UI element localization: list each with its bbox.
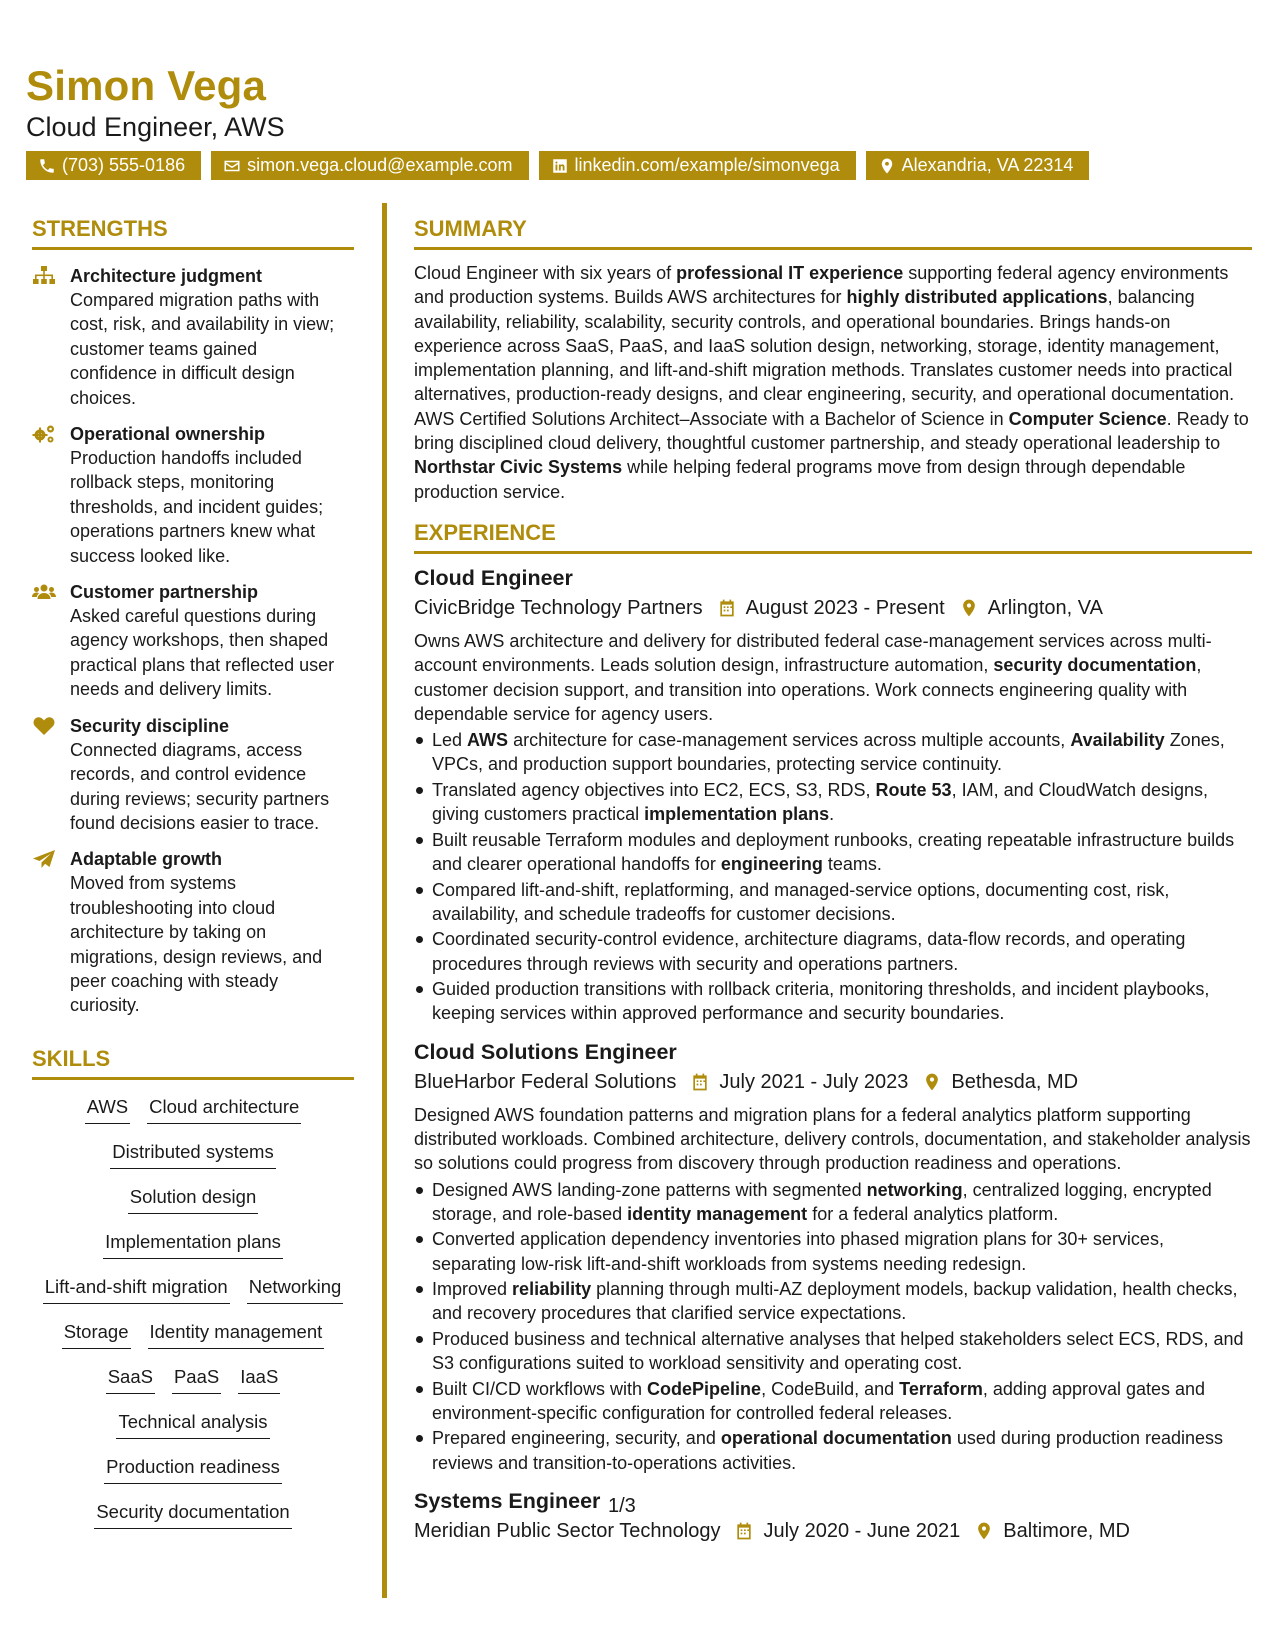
strength-description: Moved from systems troubleshooting into cloud architecture by taking on migrations, design reviews, and peer coaching with steady curiosity.	[70, 873, 323, 1016]
job-meta	[414, 593, 1252, 623]
skill-tag: AWS	[85, 1092, 130, 1124]
job-bullet: Compared lift-and-shift, replatforming, and managed-service options, documenting cost, risk, availability, and schedule tradeoffs for customer decisions.	[414, 878, 1252, 927]
job-bullet: Converted application dependency inventories into phased migration plans for 30+ services, separating low-risk lift-and-shift workloads from systems needing redesign.	[414, 1227, 1252, 1276]
experience-heading: EXPERIENCE	[414, 520, 1252, 554]
job-meta	[414, 1516, 1252, 1546]
job-dates: August 2023 - Present	[745, 596, 945, 619]
skill-tag: Technical analysis	[116, 1407, 269, 1439]
job-company: BlueHarbor Federal Solutions	[414, 1070, 677, 1093]
job-bullet: Guided production transitions with rollback criteria, monitoring thresholds, and incident playbooks, keeping services within approved performance and security boundaries.	[414, 977, 1252, 1026]
strength-item	[32, 580, 354, 702]
gears-icon	[32, 424, 56, 444]
skill-tag: Implementation plans	[103, 1227, 283, 1259]
map-pin-icon	[922, 1072, 942, 1092]
map-pin-icon	[959, 598, 979, 618]
job-bullet: Led AWS architecture for case-management services across multiple accounts, Availability Zones, VPCs, and production support boundaries, protecting service continuity.	[414, 728, 1252, 777]
contact-linkedin-text: linkedin.com/example/simonvega	[574, 155, 840, 175]
contact-email[interactable]	[211, 151, 528, 180]
job-title: Systems Engineer	[414, 1489, 601, 1514]
job-bullet: Prepared engineering, security, and operational documentation used during production readiness reviews and transition-to-operations activities.	[414, 1426, 1252, 1475]
strength-title: Architecture judgment	[70, 266, 263, 286]
column-divider	[382, 203, 387, 1598]
heart-icon	[32, 716, 56, 736]
paper-plane-icon	[32, 849, 56, 869]
contact-location-text: Alexandria, VA 22314	[901, 155, 1074, 175]
skill-tag: Security documentation	[94, 1497, 291, 1529]
job-description: Owns AWS architecture and delivery for distributed federal case-management services across multi-account environments. Leads solution design, infrastructure automation, security documentation, customer decision support, and transition into operations. Work connects engineering quality with dependable service for agency users.	[414, 630, 1212, 724]
job-entry	[414, 1038, 1252, 1475]
job-company: CivicBridge Technology Partners	[414, 596, 703, 619]
strength-item	[32, 847, 354, 1017]
job-location: Bethesda, MD	[951, 1070, 1079, 1093]
strength-description: Connected diagrams, access records, and control evidence during reviews; security partners found decisions easier to trace.	[70, 739, 330, 833]
skill-tag: Production readiness	[104, 1452, 282, 1484]
strength-item	[32, 422, 354, 568]
skill-tag: Solution design	[128, 1182, 259, 1214]
job-bullet: Built reusable Terraform modules and deployment runbooks, creating repeatable infrastructure builds and clearer operational handoffs for engineering teams.	[414, 828, 1252, 877]
contact-phone-text: (703) 555-0186	[62, 155, 186, 175]
candidate-title: Cloud Engineer, AWS	[26, 112, 285, 142]
strength-title: Operational ownership	[70, 424, 266, 445]
job-bullet: Improved reliability planning through multi-AZ deployment models, backup validation, health checks, and recovery procedures that clarified service expectations.	[414, 1277, 1252, 1326]
contact-bar	[26, 151, 1089, 180]
users-icon	[32, 582, 56, 602]
job-dates: July 2021 - July 2023	[719, 1070, 909, 1093]
job-meta	[414, 1067, 1252, 1097]
skill-tag: SaaS	[106, 1362, 155, 1394]
job-bullets	[414, 1178, 1252, 1476]
skill-tag: Identity management	[148, 1317, 325, 1349]
page-number: 1/3	[608, 1495, 636, 1517]
phone-icon	[38, 157, 56, 175]
job-location: Arlington, VA	[987, 596, 1103, 619]
right-column	[414, 216, 1252, 1546]
strength-title: Customer partnership	[70, 582, 259, 603]
job-entry	[414, 564, 1252, 1026]
experience-section	[414, 520, 1252, 1546]
job-bullet: Translated agency objectives into EC2, ECS, S3, RDS, Route 53, IAM, and CloudWatch designs, giving customers practical implementation plans.	[414, 778, 1252, 827]
strength-title: Adaptable growth	[70, 849, 222, 870]
skill-tag: IaaS	[238, 1362, 280, 1394]
contact-email-text: simon.vega.cloud@example.com	[247, 155, 513, 175]
map-pin-icon	[974, 1521, 994, 1541]
job-bullet: Coordinated security-control evidence, architecture diagrams, data-flow records, and operating procedures through reviews with security and operations partners.	[414, 927, 1252, 976]
calendar-icon	[690, 1072, 710, 1092]
calendar-icon	[734, 1521, 754, 1541]
strength-description: Asked careful questions during agency workshops, then shaped practical plans that reflected user needs and delivery limits.	[70, 606, 335, 700]
contact-linkedin[interactable]	[539, 151, 856, 180]
left-column	[32, 216, 354, 1542]
linkedin-icon	[551, 157, 569, 175]
job-dates: July 2020 - June 2021	[763, 1520, 961, 1543]
envelope-icon	[223, 157, 241, 175]
skills-list	[32, 1092, 354, 1542]
strength-item	[32, 714, 354, 836]
strength-description: Production handoffs included rollback steps, monitoring thresholds, and incident guides; operations partners knew what success looked like.	[70, 448, 324, 566]
skill-tag: PaaS	[172, 1362, 221, 1394]
sitemap-icon	[32, 266, 56, 286]
strength-description: Compared migration paths with cost, risk, and availability in view; customer teams gained confidence in difficult design choices.	[70, 290, 335, 408]
summary-heading: SUMMARY	[414, 216, 1252, 250]
skill-tag: Networking	[247, 1272, 344, 1304]
strengths-list	[32, 264, 354, 1018]
contact-phone[interactable]	[26, 151, 201, 180]
contact-location	[866, 151, 1090, 180]
job-title: Cloud Solutions Engineer	[414, 1039, 677, 1064]
skills-section	[32, 1046, 354, 1542]
skill-tag: Storage	[62, 1317, 131, 1349]
job-bullet: Produced business and technical alternative analyses that helped stakeholders select ECS, RDS, and S3 configurations suited to workload sensitivity and operating cost.	[414, 1327, 1252, 1376]
job-title: Cloud Engineer	[414, 565, 573, 590]
strengths-heading: STRENGTHS	[32, 216, 354, 250]
job-bullet: Built CI/CD workflows with CodePipeline, CodeBuild, and Terraform, adding approval gates and environment-specific configuration for controlled federal releases.	[414, 1377, 1252, 1426]
calendar-icon	[717, 598, 737, 618]
skills-heading: SKILLS	[32, 1046, 354, 1080]
skill-tag: Distributed systems	[110, 1137, 275, 1169]
job-location: Baltimore, MD	[1003, 1520, 1130, 1543]
map-pin-icon	[878, 157, 896, 175]
candidate-name: Simon Vega	[26, 62, 267, 109]
job-description: Designed AWS foundation patterns and migration plans for a federal analytics platform supporting distributed workloads. Combined architecture, delivery controls, documentation, and stakeholder analysis so solutions could progress from discovery through production readiness and operations.	[414, 1104, 1251, 1174]
skill-tag: Lift-and-shift migration	[43, 1272, 230, 1304]
summary-text: Cloud Engineer with six years of professional IT experience supporting federal agency environments and production systems. Builds AWS architectures for highly distributed applications, balancing availability, reliability, scalability, security controls, and operational boundaries. Brings hands-on experience across SaaS, PaaS, and IaaS solution design, networking, storage, identity management, implementation planning, and lift-and-shift migration methods. Translates customer needs into practical alternatives, production-ready designs, and clear engineering, security, and operational documentation. AWS Certified Solutions Architect–Associate with a Bachelor of Science in Computer Science. Ready to bring disciplined cloud delivery, thoughtful customer partnership, and steady operational leadership to Northstar Civic Systems while helping federal programs move from design through dependable production service.	[414, 263, 1249, 502]
strength-item	[32, 264, 354, 410]
job-entry	[414, 1487, 1252, 1546]
job-company: Meridian Public Sector Technology	[414, 1520, 721, 1543]
skill-tag: Cloud architecture	[147, 1092, 301, 1124]
job-bullets	[414, 728, 1252, 1026]
job-bullet: Designed AWS landing-zone patterns with segmented networking, centralized logging, encrypted storage, and role-based identity management for a federal analytics platform.	[414, 1178, 1252, 1227]
strength-title: Security discipline	[70, 715, 230, 736]
